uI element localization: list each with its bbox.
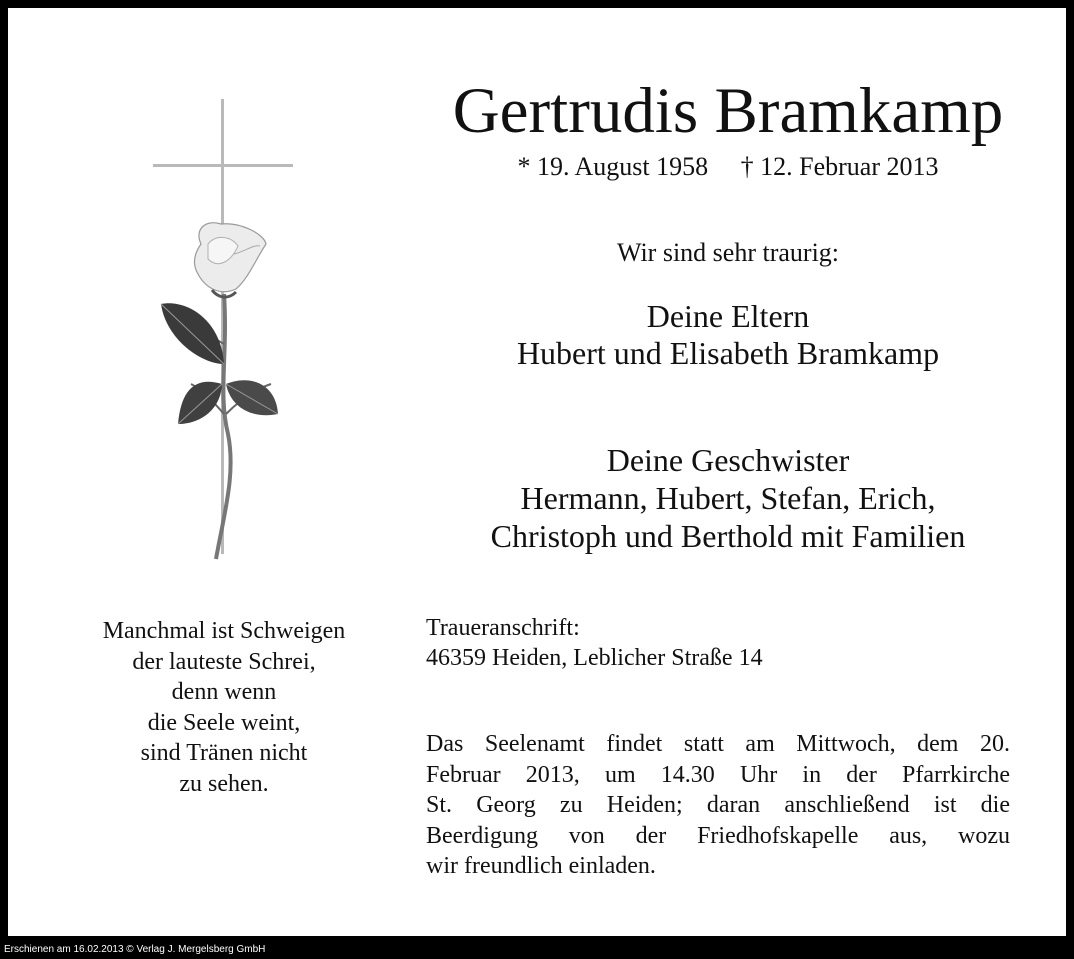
publication-footer: Erschienen am 16.02.2013 © Verlag J. Mergelsberg GmbH xyxy=(4,944,266,955)
service-line: Beerdigung von der Friedhofskapelle aus, wozu xyxy=(426,822,1010,849)
service-line: Februar 2013, um 14.30 Uhr in der Pfarrkirche xyxy=(426,761,1010,788)
cross-with-rose-icon xyxy=(146,94,306,569)
service-line: wir freundlich einladen. xyxy=(426,853,656,879)
poem-line: der lauteste Schrei, xyxy=(132,648,316,675)
mourning-line: Wir sind sehr traurig: xyxy=(616,238,840,267)
service-line: Das Seelenamt findet statt am Mittwoch, dem 20. xyxy=(426,731,1010,757)
poem-line: zu sehen. xyxy=(179,770,269,797)
deceased-name: Gertrudis Bramkamp xyxy=(452,75,1004,147)
life-dates: * 19. August 1958 † 12. Februar 2013 xyxy=(517,152,939,181)
address-line: 46359 Heiden, Leblicher Straße 14 xyxy=(426,645,763,671)
poem-line: denn wenn xyxy=(171,679,277,705)
mourning-address xyxy=(426,613,763,673)
poem xyxy=(66,616,382,799)
address-label: Traueranschrift: xyxy=(426,615,580,641)
poem-line: die Seele weint, xyxy=(147,709,301,736)
poem-line: sind Tränen nicht xyxy=(140,740,308,766)
parents-heading: Deine Eltern xyxy=(646,298,810,334)
obituary-card xyxy=(8,8,1066,936)
service-details xyxy=(426,729,1010,882)
siblings-names-line-1: Hermann, Hubert, Stefan, Erich, xyxy=(520,480,936,516)
siblings-names-line-2: Christoph und Berthold mit Familien xyxy=(490,518,966,554)
poem-line: Manchmal ist Schweigen xyxy=(102,618,346,644)
siblings-heading: Deine Geschwister xyxy=(606,442,850,478)
parents-names: Hubert und Elisabeth Bramkamp xyxy=(516,335,940,371)
service-line: St. Georg zu Heiden; daran anschließend ist die xyxy=(426,792,1010,818)
